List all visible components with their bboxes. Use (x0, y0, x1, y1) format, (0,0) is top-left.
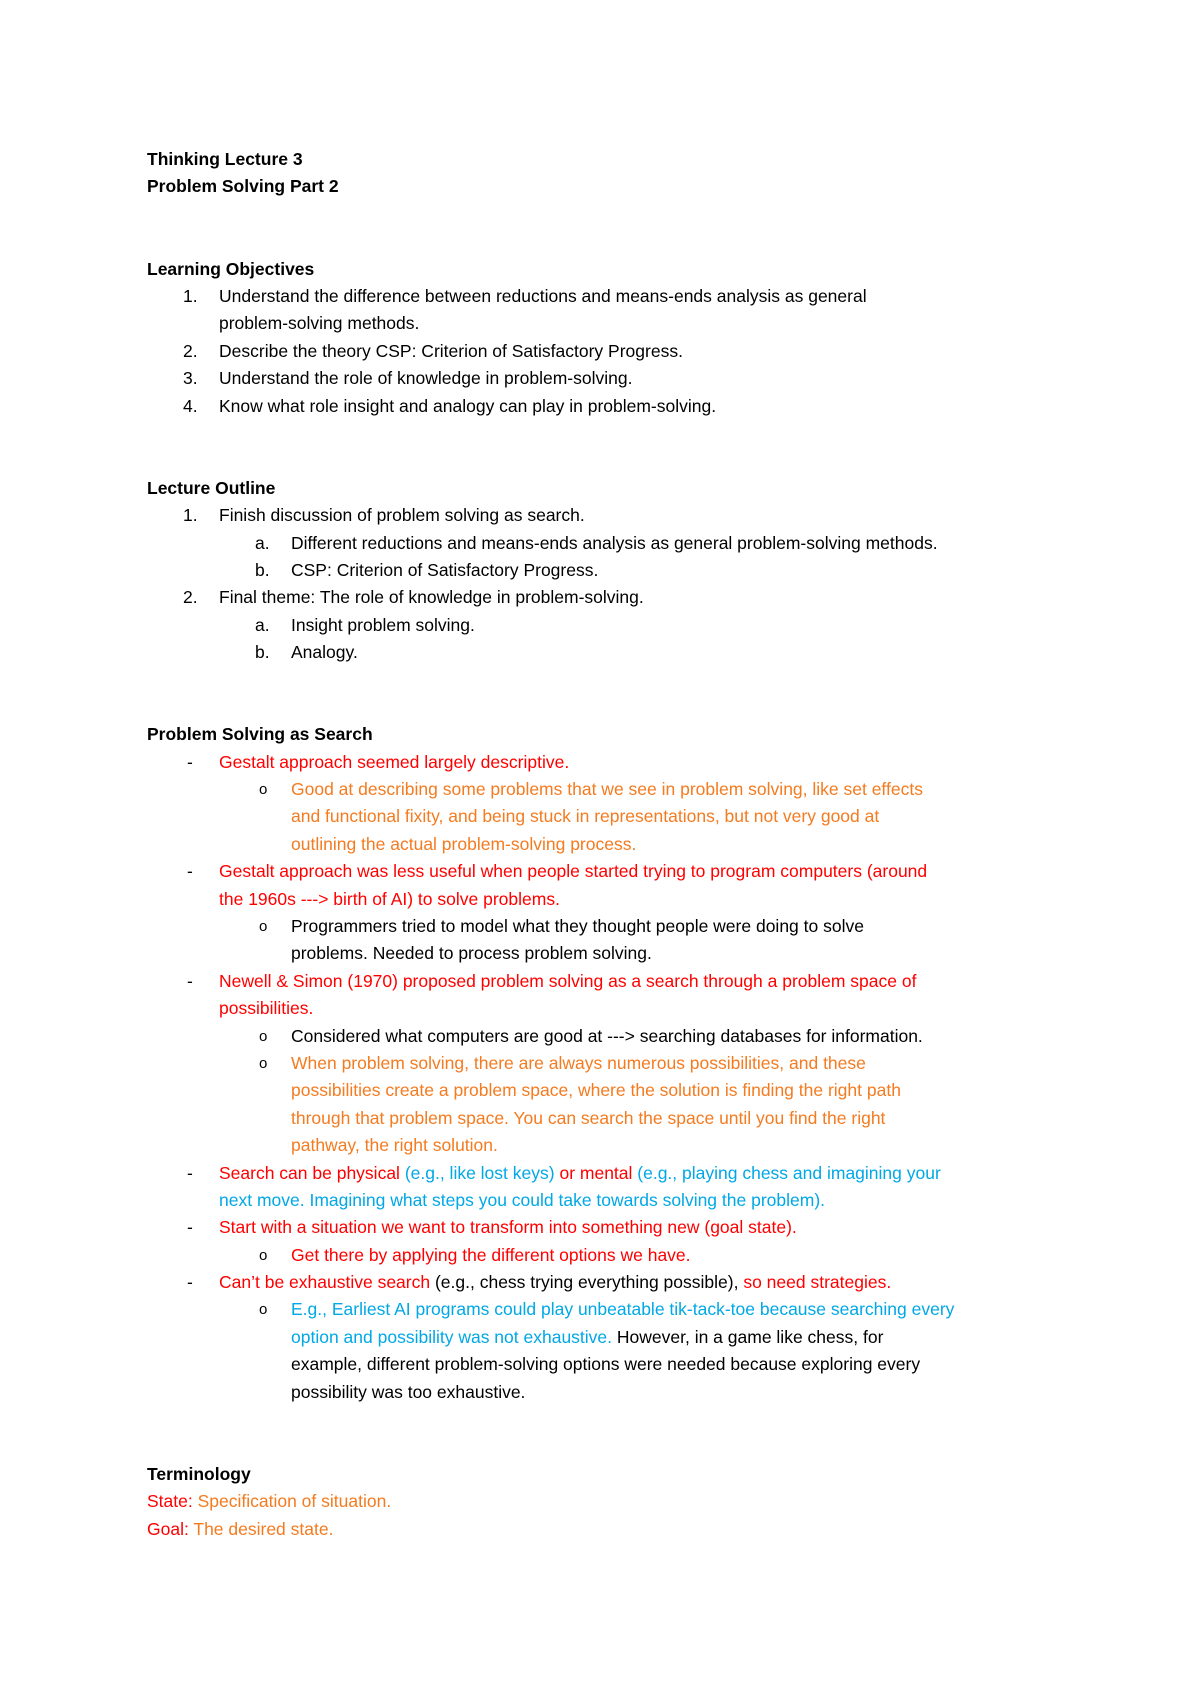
sub-list-item (147, 612, 1077, 639)
document-subtitle: Problem Solving Part 2 (147, 176, 339, 197)
bullet-marker: o (259, 1054, 268, 1072)
sub-bullet-text: E.g., Earliest AI programs could play unbeatable tik-tack-toe because searching every (291, 1299, 955, 1320)
list-item-text: Understand the role of knowledge in problem-solving. (219, 368, 633, 389)
term-definition: The desired state. (188, 1518, 334, 1539)
list-item-text: Different reductions and means-ends analysis as general problem-solving methods. (291, 532, 938, 553)
term-label: State: (147, 1491, 193, 1512)
list-item-text: Understand the difference between reductions and means-ends analysis as general (219, 285, 867, 306)
blue-span: (e.g., like lost keys) (404, 1162, 555, 1183)
bullet-marker: o (259, 1027, 268, 1045)
list-marker: 2. (183, 340, 198, 361)
list-marker: 3. (183, 368, 198, 389)
sub-bullet-text: When problem solving, there are always numerous possibilities, and these (291, 1052, 866, 1073)
sub-bullet-text (291, 1324, 883, 1351)
blue-span: option and possibility was not exhaustive. (291, 1326, 613, 1347)
red-span: so need strategies. (738, 1272, 892, 1293)
dash-marker: - (187, 970, 193, 991)
list-item-text: problem-solving methods. (219, 313, 420, 334)
learning-objectives-heading: Learning Objectives (147, 258, 315, 279)
bullet-text: Newell & Simon (1970) proposed problem solving as a search through a problem space of (219, 970, 917, 991)
sub-bullet-text: pathway, the right solution. (291, 1135, 498, 1156)
sub-bullet-text: problems. Needed to process problem solving. (291, 943, 652, 964)
list-item-text: Finish discussion of problem solving as search. (219, 505, 585, 526)
lecture-outline-list (147, 502, 1077, 666)
bullet-text (219, 1269, 891, 1296)
list-item (147, 393, 1077, 420)
terminology-heading: Terminology (147, 1463, 251, 1484)
list-marker: b. (255, 642, 270, 663)
learning-objectives-list (147, 283, 1077, 420)
sub-bullet-text: possibility was too exhaustive. (291, 1381, 526, 1402)
red-span: Can’t be exhaustive search (219, 1272, 435, 1293)
bullet-text: possibilities. (219, 998, 314, 1019)
bullet-marker: o (259, 917, 268, 935)
list-item (147, 502, 1077, 529)
blue-span: (e.g., playing chess and imagining your (637, 1162, 941, 1183)
sub-list-item (147, 557, 1077, 584)
sub-bullet-text: possibilities create a problem space, where the solution is finding the right path (291, 1080, 901, 1101)
list-marker: 1. (183, 505, 198, 526)
terminology-item (147, 1516, 1077, 1543)
bullet-marker: o (259, 1246, 268, 1264)
terminology-item (147, 1488, 1077, 1515)
list-item (147, 584, 1077, 611)
sub-bullet-text: Good at describing some problems that we see in problem solving, like set effects (291, 779, 923, 800)
document-body (147, 146, 1077, 1543)
lecture-outline-heading: Lecture Outline (147, 477, 276, 498)
problem-solving-heading: Problem Solving as Search (147, 724, 373, 745)
list-marker: 4. (183, 395, 198, 416)
list-marker: a. (255, 532, 270, 553)
document-title: Thinking Lecture 3 (147, 149, 303, 169)
list-marker: 2. (183, 587, 198, 608)
bullet-text: Gestalt approach seemed largely descriptive. (219, 751, 570, 772)
black-span: (e.g., chess trying everything possible), (434, 1272, 739, 1293)
term-definition: Specification of situation. (192, 1491, 392, 1512)
bullet-text: the 1960s ---> birth of AI) to solve problems. (219, 888, 560, 909)
bullet-marker: o (259, 781, 268, 799)
sub-bullet-text: and functional fixity, and being stuck in representations, but not very good at (291, 806, 880, 827)
list-item-text: CSP: Criterion of Satisfactory Progress. (291, 559, 599, 580)
bullet-text: next move. Imagining what steps you could take towards solving the problem). (219, 1189, 826, 1210)
sub-bullet-text: outlining the actual problem-solving process. (291, 833, 637, 854)
list-item-text: Insight problem solving. (291, 614, 475, 635)
list-item (147, 338, 1077, 365)
black-span: However, in a game like chess, for (612, 1326, 884, 1347)
dash-marker: - (187, 1162, 193, 1183)
sub-list-item (147, 639, 1077, 666)
list-item (147, 365, 1077, 392)
problem-solving-list (147, 749, 1077, 1406)
dash-marker: - (187, 861, 193, 882)
sub-bullet-text: Programmers tried to model what they thought people were doing to solve (291, 915, 864, 936)
list-item-text: Analogy. (291, 642, 358, 663)
list-item-text: Final theme: The role of knowledge in problem-solving. (219, 587, 644, 608)
list-item (147, 283, 1077, 338)
sub-list-item (147, 530, 1077, 557)
bullet-text (219, 1160, 941, 1187)
bullet-text: Start with a situation we want to transform into something new (goal state). (219, 1217, 797, 1238)
sub-bullet-text: through that problem space. You can search the space until you find the right (291, 1107, 886, 1128)
sub-bullet-text: Considered what computers are good at ---> searching databases for information. (291, 1025, 923, 1046)
list-marker: 1. (183, 285, 198, 306)
red-span: or mental (554, 1162, 638, 1183)
list-marker: b. (255, 559, 270, 580)
term-label: Goal: (147, 1518, 189, 1539)
list-marker: a. (255, 614, 270, 635)
dash-marker: - (187, 751, 193, 772)
sub-bullet-text: example, different problem-solving options were needed because exploring every (291, 1354, 921, 1375)
dash-marker: - (187, 1272, 193, 1293)
bullet-text: Gestalt approach was less useful when people started trying to program computers (around (219, 861, 928, 882)
dash-marker: - (187, 1217, 193, 1238)
red-span: Search can be physical (219, 1162, 405, 1183)
list-item-text: Know what role insight and analogy can play in problem-solving. (219, 395, 717, 416)
list-item-text: Describe the theory CSP: Criterion of Satisfactory Progress. (219, 340, 683, 361)
bullet-marker: o (259, 1301, 268, 1319)
sub-bullet-text: Get there by applying the different options we have. (291, 1244, 691, 1265)
